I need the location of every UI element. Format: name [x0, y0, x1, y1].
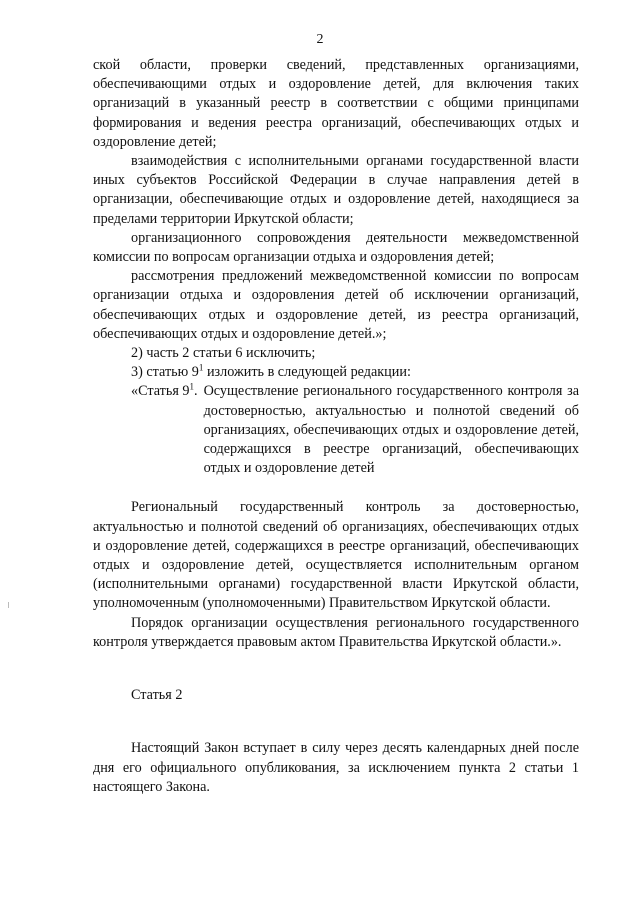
article-9-1-heading: [131, 382, 579, 478]
paragraph-continued: ской области, проверки сведений, представленных организациями, обеспечивающими отдых и оздоровление детей, для включения таких организаций в указанный реестр в соответствии с общими принципами формирования и ведения реестра организаций, обеспечивающих отдых и оздоровление детей;: [93, 57, 579, 150]
paragraph-commission-support: организационного сопровождения деятельности межведомственной комиссии по вопросам организации отдыха и оздоровления детей;: [93, 229, 579, 266]
paragraph-regional-control: Региональный государственный контроль за достоверностью, актуальностью и полнотой сведений об организациях, обеспечивающих отдых и оздоровление детей, содержащихся в реестре организаций, обеспечивающих отдых и оздоровление детей, осуществляется исполнительным органом (исполнительными органами) государственной власти Иркутской области, уполномоченным (уполномоченными) Правительством Иркутской области.: [93, 499, 579, 612]
article-2-heading: Статья 2: [131, 687, 183, 704]
article-title: Осуществление регионального государственного контроля за достоверностью, актуальностью и полнотой сведений об организациях, обеспечивающих отдых и оздоровление детей, содержащихся в реестре организаций, обеспечивающих отдых и оздоровление детей: [203, 383, 579, 477]
paragraph-interaction: взаимодействия с исполнительными органами государственной власти иных субъектов Российской Федерации в случае направления детей в организации, обеспечивающие отдых и оздоровление детей, находящиеся за пределами территории Иркутской области;: [93, 153, 579, 227]
page-number: 2: [316, 32, 324, 47]
paragraph-entry-into-force: Настоящий Закон вступает в силу через десять календарных дней после дня его официального опубликования, за исключением пункта 2 статьи 1 настоящего Закона.: [93, 740, 579, 795]
superscript: 1: [198, 362, 204, 373]
list-item-2: 2) часть 2 статьи 6 исключить;: [131, 345, 316, 362]
paragraph-control-procedure: Порядок организации осуществления регионального государственного контроля утверждается правовым актом Правительства Иркутской области.».: [93, 614, 579, 650]
superscript: 1: [189, 381, 195, 392]
paragraph-proposals: рассмотрения предложений межведомственной комиссии по вопросам организации отдыха и оздоровления детей об исключении организаций, обеспечивающих отдых и оздоровление детей, из реестра организаций, обеспечивающих отдых и оздоровление детей.»;: [93, 268, 579, 342]
list-item-3: 3) статью $9^1$ изложить в следующей редакции:: [131, 362, 411, 381]
document-body: [93, 56, 579, 797]
article-label: «Статья $9^1$.: [131, 381, 198, 400]
scan-mark: [8, 602, 9, 608]
